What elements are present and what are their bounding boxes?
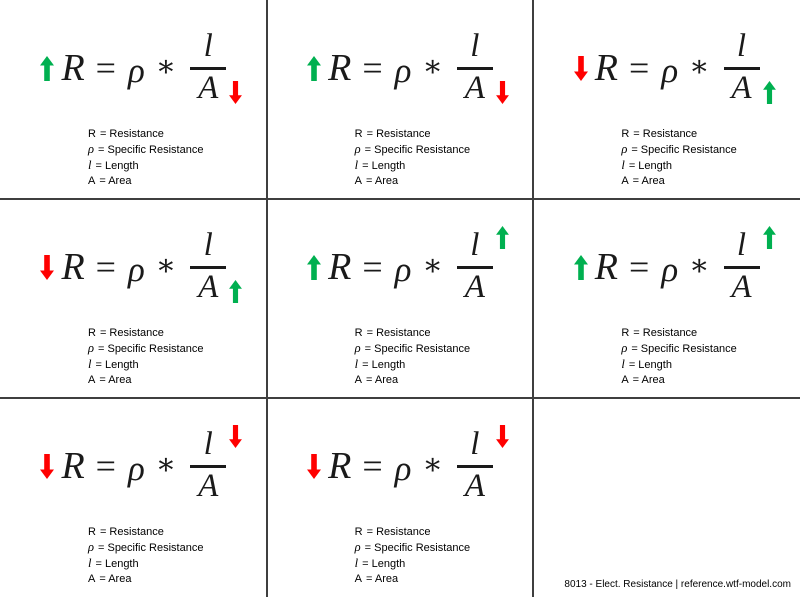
multiplication-sign: ∗ [155,49,177,83]
legend-symbol: l [88,158,92,172]
legend-symbol: R [354,128,363,140]
legend-text: = Area [632,374,665,386]
legend-line-specific-resistance [621,341,800,357]
legend-symbol: l [354,158,359,172]
resistance-formula [0,30,267,105]
legend-symbol: A [621,374,629,386]
formula-var-specific-resistance: ρ [127,51,145,90]
legend-symbol: A [88,175,96,187]
equals-sign: = [362,246,384,287]
legend-line-resistance [621,127,800,142]
legend-text: = Area [366,573,399,585]
legend-text: = Length [362,558,406,570]
legend-text: = Length [362,359,406,371]
legend-text: = Resistance [633,128,698,140]
formula-var-resistance: R [61,444,85,487]
legend-line-length [88,357,267,373]
legend-line-specific-resistance [88,142,267,158]
legend-symbol: l [354,556,359,570]
formula-card [0,0,267,189]
variable-legend [621,326,800,388]
formula-var-area: A [198,70,219,106]
formula-var-specific-resistance: ρ [661,250,679,289]
legend-symbol: ρ [354,142,361,156]
variable-legend [88,525,267,587]
formula-var-length: l [203,426,213,462]
legend-text: = Area [366,175,399,187]
legend-text: = Specific Resistance [364,542,471,554]
legend-line-length [88,158,267,174]
resistance-formula [533,229,800,304]
formula-var-length: l [736,227,747,263]
multiplication-sign: ∗ [155,447,177,481]
legend-symbol: R [621,327,630,339]
legend-symbol: R [88,526,96,538]
legend-symbol: l [354,357,359,371]
legend-line-resistance [355,127,534,142]
legend-text: = Specific Resistance [364,144,471,156]
variable-legend [88,127,267,189]
fraction [724,30,760,105]
legend-line-resistance [355,326,534,341]
legend-symbol: R [621,128,630,140]
footer-credit: 8013 - Elect. Resistance | reference.wtf-model.com [564,579,791,590]
legend-line-area [355,174,534,189]
legend-line-area [88,373,267,388]
legend-line-specific-resistance [355,540,534,556]
formula-var-area: A [731,269,752,305]
legend-symbol: A [88,573,96,585]
card-cell [0,199,267,398]
formula-var-area: A [731,70,752,106]
formula-var-area: A [198,269,219,305]
card-cell [267,398,534,597]
formula-var-resistance: R [328,46,352,89]
legend-symbol: A [354,573,362,585]
fraction-trend-arrow-icon [229,280,242,303]
fraction [190,30,226,105]
legend-symbol: A [621,175,629,187]
multiplication-sign: ∗ [689,248,710,282]
formula-card [267,199,534,388]
fraction [724,229,760,304]
resistance-formula [0,428,267,503]
legend-symbol: R [354,526,363,538]
legend-line-area [355,572,534,587]
legend-symbol: A [354,175,362,187]
formula-card [533,199,800,388]
legend-text: = Resistance [366,526,431,538]
legend-line-specific-resistance [88,540,267,556]
legend-text: = Resistance [99,327,164,339]
legend-text: = Specific Resistance [364,343,471,355]
legend-text: = Length [628,359,672,371]
fraction-trend-arrow-icon [229,81,242,104]
formula-var-resistance: R [328,245,352,288]
legend-line-length [355,357,534,373]
legend-line-area [355,373,534,388]
legend-text: = Resistance [633,327,698,339]
fraction-trend-arrow-icon [229,425,242,448]
legend-line-area [88,572,267,587]
card-cell [267,0,534,199]
r-trend-arrow-icon [574,56,588,81]
legend-symbol: l [88,357,92,371]
legend-symbol: A [88,374,96,386]
legend-line-specific-resistance [88,341,267,357]
r-trend-arrow-icon [307,56,321,81]
fraction [190,229,226,304]
legend-text: = Length [628,160,672,172]
formula-var-area: A [464,70,485,106]
legend-text: = Length [95,558,139,570]
card-cell [0,398,267,597]
legend-symbol: l [621,158,625,172]
legend-text: = Specific Resistance [631,144,737,156]
equals-sign: = [95,445,117,486]
legend-line-specific-resistance [355,142,534,158]
legend-text: = Area [99,573,132,585]
multiplication-sign: ∗ [422,49,443,83]
legend-line-area [88,174,267,189]
formula-card [533,0,800,189]
fraction-trend-arrow-icon [496,226,509,249]
legend-symbol: ρ [621,142,628,156]
variable-legend [621,127,800,189]
resistance-formula [267,428,534,503]
multiplication-sign: ∗ [422,248,443,282]
formula-var-length: l [470,28,480,64]
formula-var-length: l [203,28,213,64]
formula-var-length: l [470,227,480,263]
r-trend-arrow-icon [307,255,321,280]
variable-legend [355,525,534,587]
equals-sign: = [95,246,117,287]
r-trend-arrow-icon [40,454,54,479]
r-trend-arrow-icon [574,255,588,280]
legend-line-specific-resistance [621,142,800,158]
formula-var-area: A [464,468,485,504]
legend-symbol: l [88,556,92,570]
formula-var-length: l [470,426,480,462]
multiplication-sign: ∗ [689,49,710,83]
legend-symbol: ρ [88,341,94,355]
legend-symbol: ρ [88,142,94,156]
legend-text: = Length [95,359,139,371]
formula-var-resistance: R [594,46,618,89]
formula-var-specific-resistance: ρ [127,250,145,289]
legend-text: = Area [632,175,665,187]
multiplication-sign: ∗ [422,447,443,481]
legend-line-length [88,556,267,572]
formula-var-specific-resistance: ρ [127,449,145,488]
legend-text: = Specific Resistance [631,343,737,355]
equals-sign: = [362,47,384,88]
fraction-trend-arrow-icon [763,226,776,249]
grid-divider-horizontal [0,397,800,399]
equals-sign: = [362,445,384,486]
card-cell [0,0,267,199]
legend-text: = Resistance [99,128,164,140]
formula-var-length: l [203,227,213,263]
formula-var-area: A [464,269,485,305]
legend-symbol: A [354,374,362,386]
formula-var-specific-resistance: ρ [394,250,412,289]
legend-text: = Specific Resistance [98,144,204,156]
formula-var-specific-resistance: ρ [394,449,412,488]
multiplication-sign: ∗ [155,248,177,282]
formula-var-resistance: R [61,245,85,288]
legend-symbol: l [621,357,625,371]
grid-divider-vertical [266,0,268,597]
resistance-formula [267,229,534,304]
legend-text: = Area [99,175,132,187]
legend-symbol: R [354,327,363,339]
formula-var-specific-resistance: ρ [394,51,412,90]
legend-text: = Resistance [99,526,164,538]
legend-symbol: ρ [621,341,628,355]
r-trend-arrow-icon [40,56,54,81]
fraction [457,229,493,304]
legend-line-specific-resistance [355,341,534,357]
legend-text: = Length [95,160,139,172]
resistance-formula [0,229,267,304]
fraction [190,428,226,503]
legend-line-resistance [621,326,800,341]
legend-symbol: R [88,327,96,339]
r-trend-arrow-icon [307,454,321,479]
legend-text: = Resistance [366,327,431,339]
card-cell [533,0,800,199]
legend-symbol: ρ [354,540,361,554]
variable-legend [88,326,267,388]
formula-card [0,398,267,587]
fraction [457,428,493,503]
legend-line-length [355,158,534,174]
legend-line-length [355,556,534,572]
legend-text: = Specific Resistance [98,343,204,355]
formula-card [0,199,267,388]
equals-sign: = [629,47,651,88]
formula-var-resistance: R [594,245,618,288]
variable-legend [355,127,534,189]
variable-legend [355,326,534,388]
legend-text: = Resistance [366,128,431,140]
fraction-trend-arrow-icon [496,81,509,104]
legend-text: = Length [362,160,406,172]
legend-line-resistance [88,326,267,341]
legend-line-resistance [88,127,267,142]
fraction [457,30,493,105]
legend-line-area [621,373,800,388]
formula-var-specific-resistance: ρ [661,51,679,90]
legend-text: = Specific Resistance [98,542,204,554]
formula-var-area: A [198,468,219,504]
r-trend-arrow-icon [40,255,54,280]
equals-sign: = [95,47,117,88]
legend-symbol: ρ [354,341,361,355]
legend-text: = Area [366,374,399,386]
formula-var-length: l [736,28,747,64]
grid-divider-horizontal [0,198,800,200]
legend-line-resistance [355,525,534,540]
legend-line-length [621,158,800,174]
footer-cell [533,398,800,597]
grid-divider-vertical [532,0,534,597]
fraction-trend-arrow-icon [763,81,776,104]
card-cell [533,199,800,398]
fraction-trend-arrow-icon [496,425,509,448]
card-cell [267,199,534,398]
formula-card [267,398,534,587]
legend-line-area [621,174,800,189]
formula-var-resistance: R [61,46,85,89]
legend-text: = Area [99,374,132,386]
legend-line-length [621,357,800,373]
resistance-formula [533,30,800,105]
resistance-formula [267,30,534,105]
formula-var-resistance: R [328,444,352,487]
equals-sign: = [629,246,651,287]
legend-line-resistance [88,525,267,540]
legend-symbol: ρ [88,540,94,554]
legend-symbol: R [88,128,96,140]
formula-card [267,0,534,189]
